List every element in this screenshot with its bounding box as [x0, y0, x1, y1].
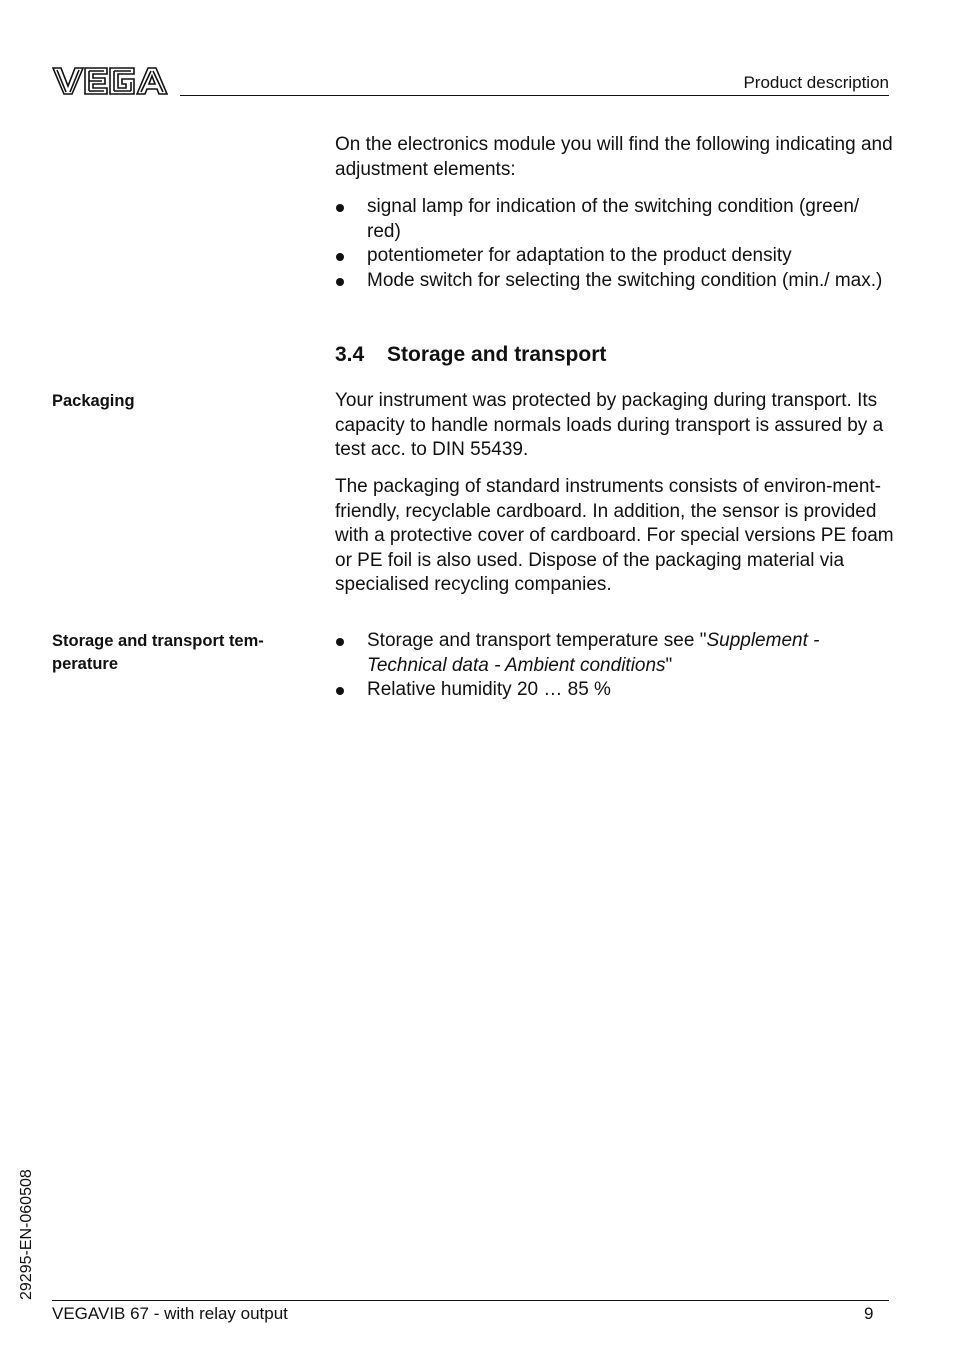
intro-text: On the electronics module you will find the following indicating and adjustment elements: [335, 134, 893, 180]
packaging-text-2: The packaging of standard instruments consists of environ-ment-friendly, recyclable cardboard. In addition, the sensor is provided with a protective cover of cardboard. For special versions PE foam or PE foil is also used. Dispose of the packaging material via specialised recycling companies. [335, 476, 894, 595]
packaging-paragraph-2 [335, 475, 895, 598]
bullet-icon [336, 204, 344, 212]
packaging-text-1: Your instrument was protected by packaging during transport. Its capacity to handle normals loads during transport is assured by a test acc. to DIN 55439. [335, 390, 884, 460]
list-item [335, 629, 895, 678]
list-item [335, 244, 895, 269]
section-number: 3.4 [335, 343, 365, 366]
bullet-icon [336, 278, 344, 286]
packaging-paragraph-1 [335, 389, 895, 463]
storage-temperature-prefix: Storage and transport temperature see " [367, 630, 707, 651]
bullet-icon [336, 638, 344, 646]
list-item-text: potentiometer for adaptation to the product density [367, 245, 792, 266]
bullet-icon [336, 687, 344, 695]
footer-product: VEGAVIB 67 - with relay output [52, 1304, 288, 1323]
footer-rule [52, 1300, 889, 1301]
intro-paragraph [335, 133, 895, 182]
vega-logo [52, 66, 168, 96]
list-item [335, 269, 895, 294]
section-title: Storage and transport [387, 343, 607, 366]
intro-bullet-list [335, 195, 895, 293]
list-item [335, 195, 895, 244]
section-heading [335, 343, 606, 367]
page-number: 9 [864, 1304, 874, 1323]
document-code: 29295-EN-060508 [18, 1169, 35, 1300]
storage-temperature-suffix: " [665, 654, 673, 676]
list-item-text: signal lamp for indication of the switching condition (green/ red) [367, 196, 860, 242]
storage-temperature-reference: Supplement - Technical data - Ambient conditions [367, 630, 820, 676]
list-item [335, 678, 895, 703]
storage-temperature-label-line-1: Storage and transport tem- [52, 632, 264, 650]
header-section-title: Product description [743, 73, 889, 92]
bullet-icon [336, 253, 344, 261]
relative-humidity-text: Relative humidity 20 … 85 % [367, 679, 611, 700]
header-rule [180, 95, 889, 96]
storage-temperature-label [52, 630, 302, 676]
storage-bullet-list [335, 629, 895, 703]
storage-temperature-label-line-2: perature [52, 655, 119, 673]
list-item-text: Mode switch for selecting the switching condition (min./ max.) [367, 269, 883, 291]
packaging-label: Packaging [52, 392, 135, 410]
